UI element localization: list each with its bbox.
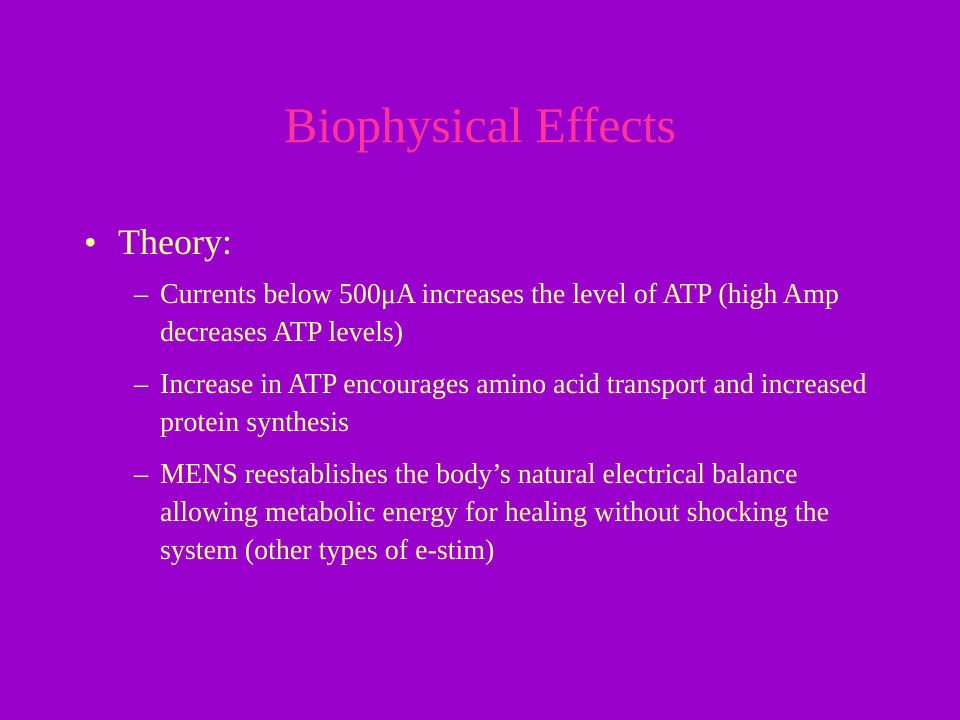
dash-icon: –	[134, 279, 148, 310]
bullet-icon: •	[84, 222, 97, 262]
sub-bullet-text: Currents below 500μA increases the level of ATP (high Amp decreases ATP levels)	[160, 279, 839, 348]
main-bullet-text: Theory:	[118, 222, 232, 262]
sub-bullet-list	[134, 276, 874, 584]
sub-bullet-text: Increase in ATP encourages amino acid transport and increased protein synthesis	[160, 369, 867, 438]
dash-icon: –	[134, 369, 148, 400]
sub-bullet-text: MENS reestablishes the body’s natural electrical balance allowing metabolic energy for healing without shocking the system (other types of e-stim)	[160, 459, 829, 566]
sub-bullet-item	[134, 276, 874, 352]
sub-bullet-item	[134, 456, 874, 570]
dash-icon: –	[134, 459, 148, 490]
sub-bullet-item	[134, 366, 874, 442]
slide-title: Biophysical Effects	[283, 97, 677, 153]
